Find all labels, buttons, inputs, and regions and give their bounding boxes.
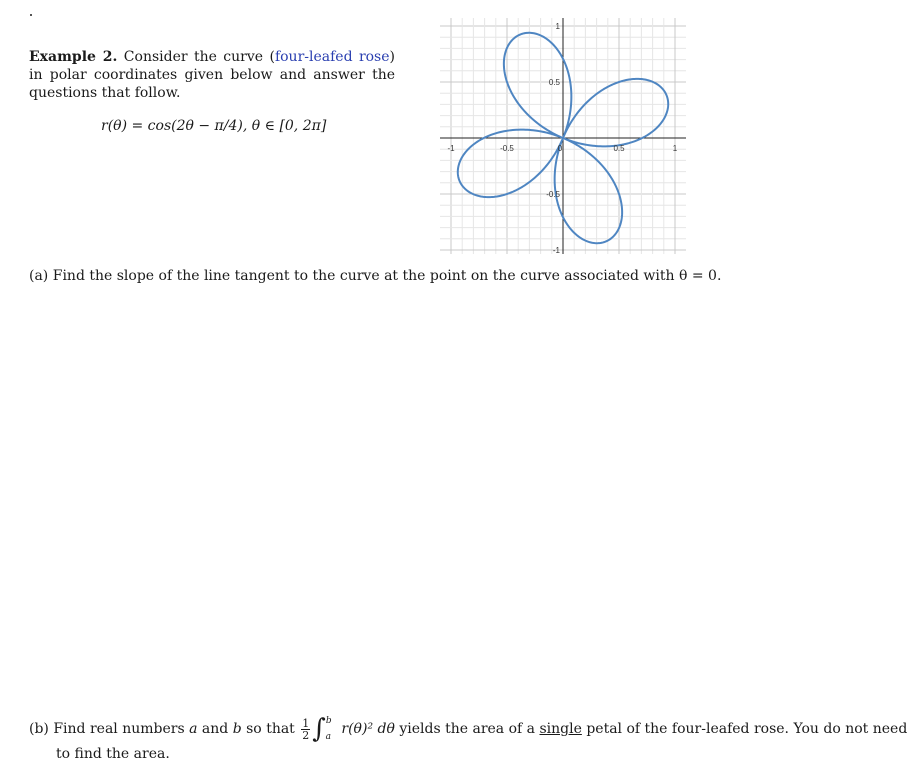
four-leafed-rose-link[interactable]: four-leafed rose bbox=[274, 49, 390, 65]
question-a bbox=[29, 268, 721, 284]
question-b-line-2: to find the area. bbox=[56, 746, 170, 762]
x-tick-label: -1 bbox=[447, 144, 455, 153]
polar-formula: r(θ) = cos(2θ − π/4), θ ∈ [0, 2π] bbox=[101, 118, 327, 134]
x-tick-label: 1 bbox=[672, 144, 678, 153]
x-tick-label: -0.5 bbox=[500, 144, 514, 153]
question-b bbox=[29, 714, 907, 762]
integrand: r(θ)² dθ bbox=[341, 721, 395, 737]
polar-graph bbox=[438, 16, 688, 256]
example-heading: Example 2. bbox=[29, 49, 118, 65]
single-underlined: single bbox=[539, 721, 582, 737]
stray-dot bbox=[30, 14, 32, 16]
integral-sign: ∫ bbox=[312, 714, 326, 744]
example-text-after-link: ) in polar coordinates given below and answer the questions that follow. bbox=[29, 49, 395, 101]
question-b-text-4: yields the area of a bbox=[399, 721, 536, 737]
integral-lower-limit: a bbox=[325, 732, 331, 742]
y-tick-label: -0.5 bbox=[546, 190, 560, 199]
question-b-text-5: petal of the four-leafed rose. You do not need bbox=[586, 721, 907, 737]
y-tick-label: 1 bbox=[555, 22, 560, 31]
y-tick-label: 0.5 bbox=[548, 78, 560, 87]
question-b-text-1: Find real numbers bbox=[53, 721, 185, 737]
question-b-text-2: and bbox=[201, 721, 229, 737]
fraction-numerator: 1 bbox=[302, 716, 310, 730]
example-text-before-link: Consider the curve ( bbox=[123, 49, 275, 65]
var-b: b bbox=[232, 721, 242, 737]
x-tick-label: 0 bbox=[557, 144, 563, 153]
y-tick-label: -1 bbox=[552, 246, 560, 255]
integral-upper-limit: b bbox=[325, 716, 332, 726]
x-tick-label: 0.5 bbox=[613, 144, 625, 153]
var-a: a bbox=[189, 721, 198, 737]
one-half-fraction bbox=[301, 718, 310, 741]
example-paragraph bbox=[29, 48, 395, 102]
question-b-label: (b) bbox=[29, 721, 49, 737]
fraction-denominator: 2 bbox=[302, 728, 310, 742]
question-a-label: (a) bbox=[29, 268, 49, 284]
question-b-text-3: so that bbox=[246, 721, 295, 737]
question-a-text: Find the slope of the line tangent to the curve at the point on the curve associated with θ = 0. bbox=[52, 268, 722, 284]
